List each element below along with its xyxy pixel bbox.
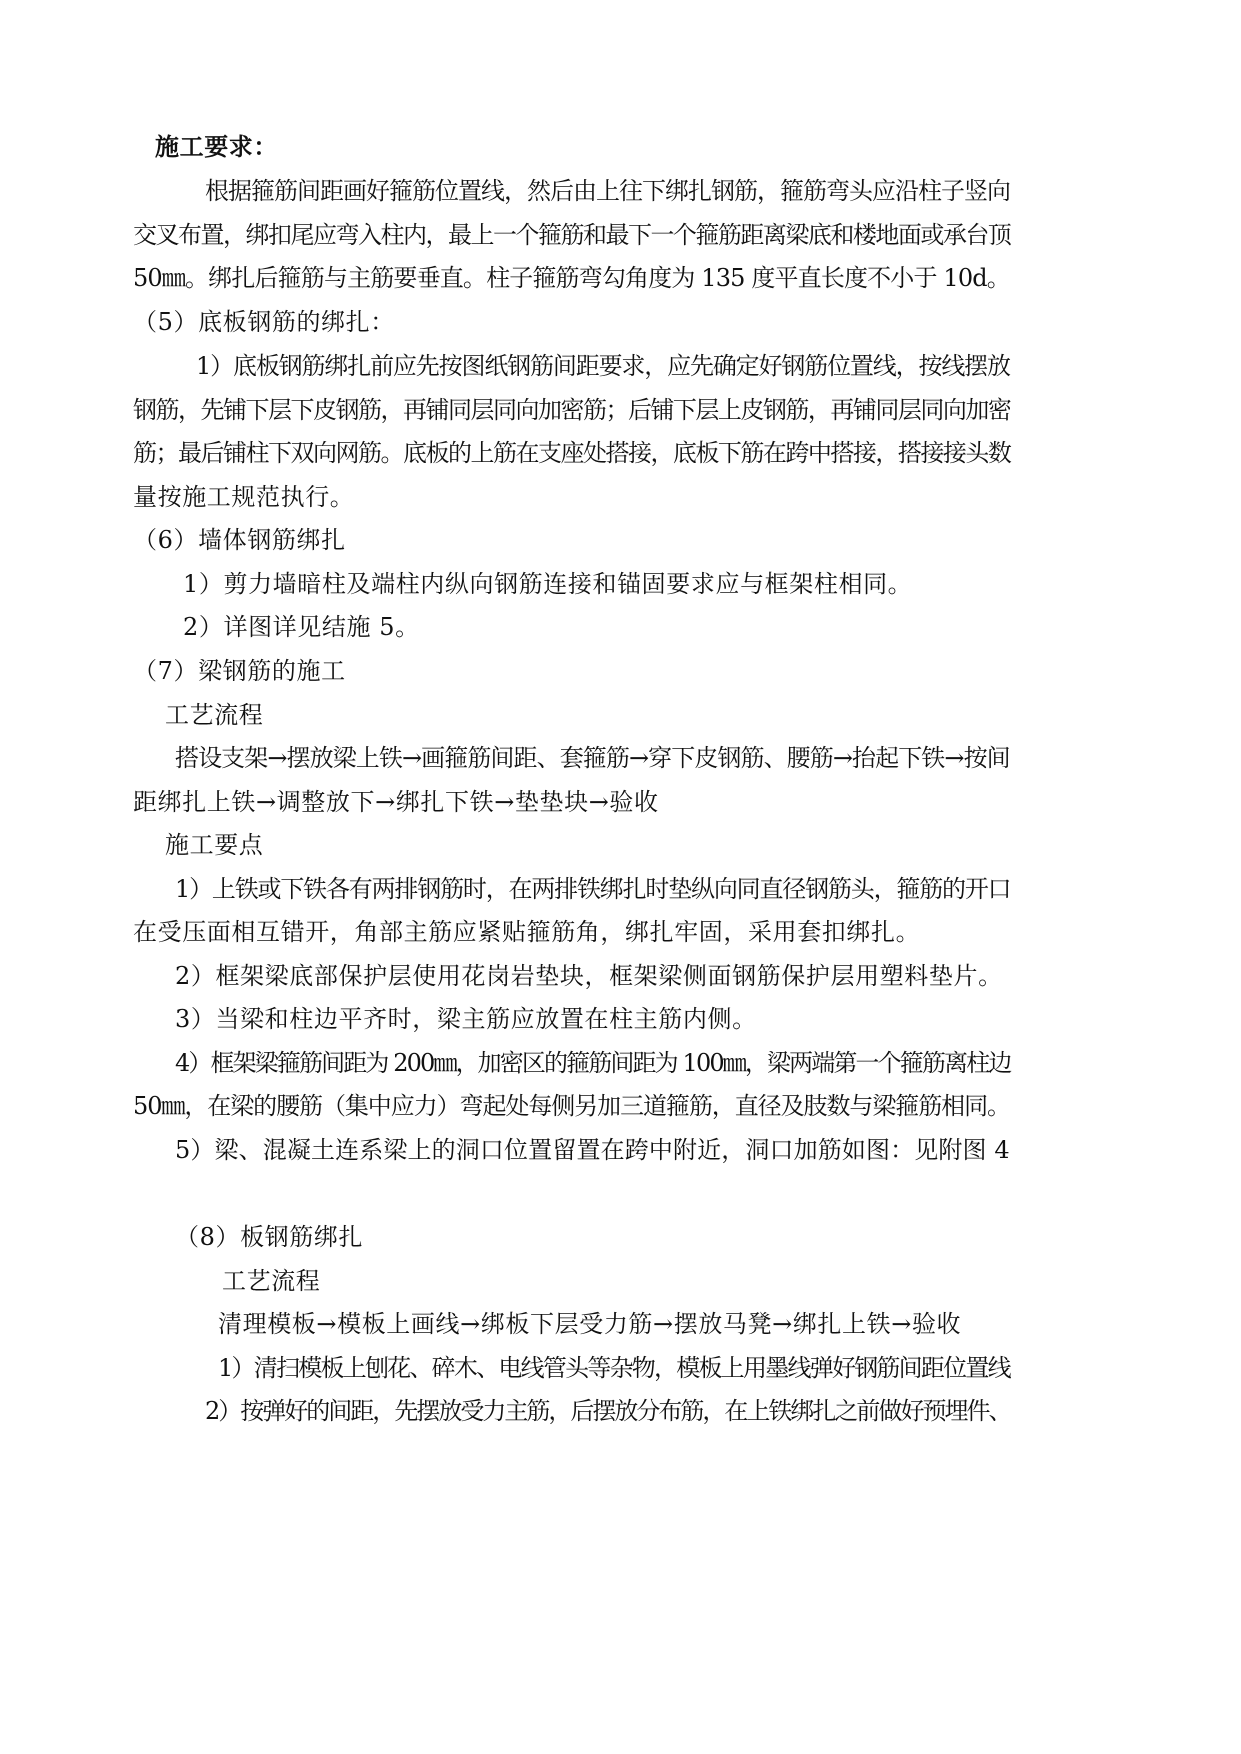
text-line: 量按施工规范执行。: [133, 483, 355, 511]
text-line: 2）按弹好的间距，先摆放受力主筋，后摆放分布筋，在上铁绑扎之前做好预埋件、: [205, 1397, 1011, 1425]
text-line: 1）上铁或下铁各有两排钢筋时，在两排铁绑扎时垫纵向同直径钢筋头，箍筋的开口: [175, 875, 1011, 903]
text-line: 搭设支架→摆放梁上铁→画箍筋间距、套箍筋→穿下皮钢筋、腰筋→抬起下铁→按间: [175, 744, 1010, 772]
text-line: 1）剪力墙暗柱及端柱内纵向钢筋连接和锚固要求应与框架柱相同。: [183, 570, 913, 598]
text-line: 2）详图详见结施 5。: [183, 613, 420, 641]
text-line: 在受压面相互错开，角部主筋应紧贴箍筋角，绑扎牢固，采用套扣绑扎。: [133, 918, 921, 946]
text-line: 清理模板→模板上画线→绑板下层受力筋→摆放马凳→绑扎上铁→验收: [218, 1310, 962, 1338]
subsection-heading: （5）底板钢筋的绑扎：: [133, 308, 395, 336]
text-line: 工艺流程: [165, 701, 264, 729]
subsection-heading: （7）梁钢筋的施工: [133, 657, 346, 685]
text-line: 工艺流程: [222, 1267, 321, 1295]
text-line: 筋；最后铺柱下双向网筋。底板的上筋在支座处搭接，底板下筋在跨中搭接，搭接接头数: [133, 439, 1011, 467]
section-heading: 施工要求：: [155, 132, 278, 161]
text-line: 交叉布置，绑扣尾应弯入柱内，最上一个箍筋和最下一个箍筋距离梁底和楼地面或承台顶: [133, 221, 1011, 249]
subsection-heading: （6）墙体钢筋绑扎: [133, 526, 346, 554]
text-line: 50㎜，在梁的腰筋（集中应力）弯起处每侧另加三道箍筋，直径及肢数与梁箍筋相同。: [133, 1092, 1010, 1120]
text-line: 5）梁、混凝土连系梁上的洞口位置留置在跨中附近，洞口加筋如图：见附图 4: [175, 1136, 1010, 1164]
text-line: 根据箍筋间距画好箍筋位置线，然后由上往下绑扎钢筋，箍筋弯头应沿柱子竖向: [205, 177, 1010, 205]
text-line: 50㎜。绑扎后箍筋与主筋要垂直。柱子箍筋弯勾角度为 135 度平直长度不小于 10d。: [133, 264, 1010, 292]
text-line: 距绑扎上铁→调整放下→绑扎下铁→垫垫块→验收: [133, 788, 659, 816]
subsection-heading: （8）板钢筋绑扎: [175, 1223, 364, 1251]
text-line: 1）底板钢筋绑扎前应先按图纸钢筋间距要求，应先确定好钢筋位置线，按线摆放: [196, 352, 1010, 380]
text-line: 4）框架梁箍筋间距为 200㎜，加密区的箍筋间距为 100㎜，梁两端第一个箍筋离柱边: [175, 1049, 1011, 1077]
text-line: 3）当梁和柱边平齐时，梁主筋应放置在柱主筋内侧。: [175, 1005, 757, 1033]
text-line: 施工要点: [165, 831, 264, 859]
text-line: 钢筋，先铺下层下皮钢筋，再铺同层同向加密筋；后铺下层上皮钢筋，再铺同层同向加密: [133, 396, 1011, 424]
text-line: 1）清扫模板上刨花、碎木、电线管头等杂物，模板上用墨线弹好钢筋间距位置线: [218, 1354, 1010, 1382]
text-line: 2）框架梁底部保护层使用花岗岩垫块，框架梁侧面钢筋保护层用塑料垫片。: [175, 962, 1003, 990]
